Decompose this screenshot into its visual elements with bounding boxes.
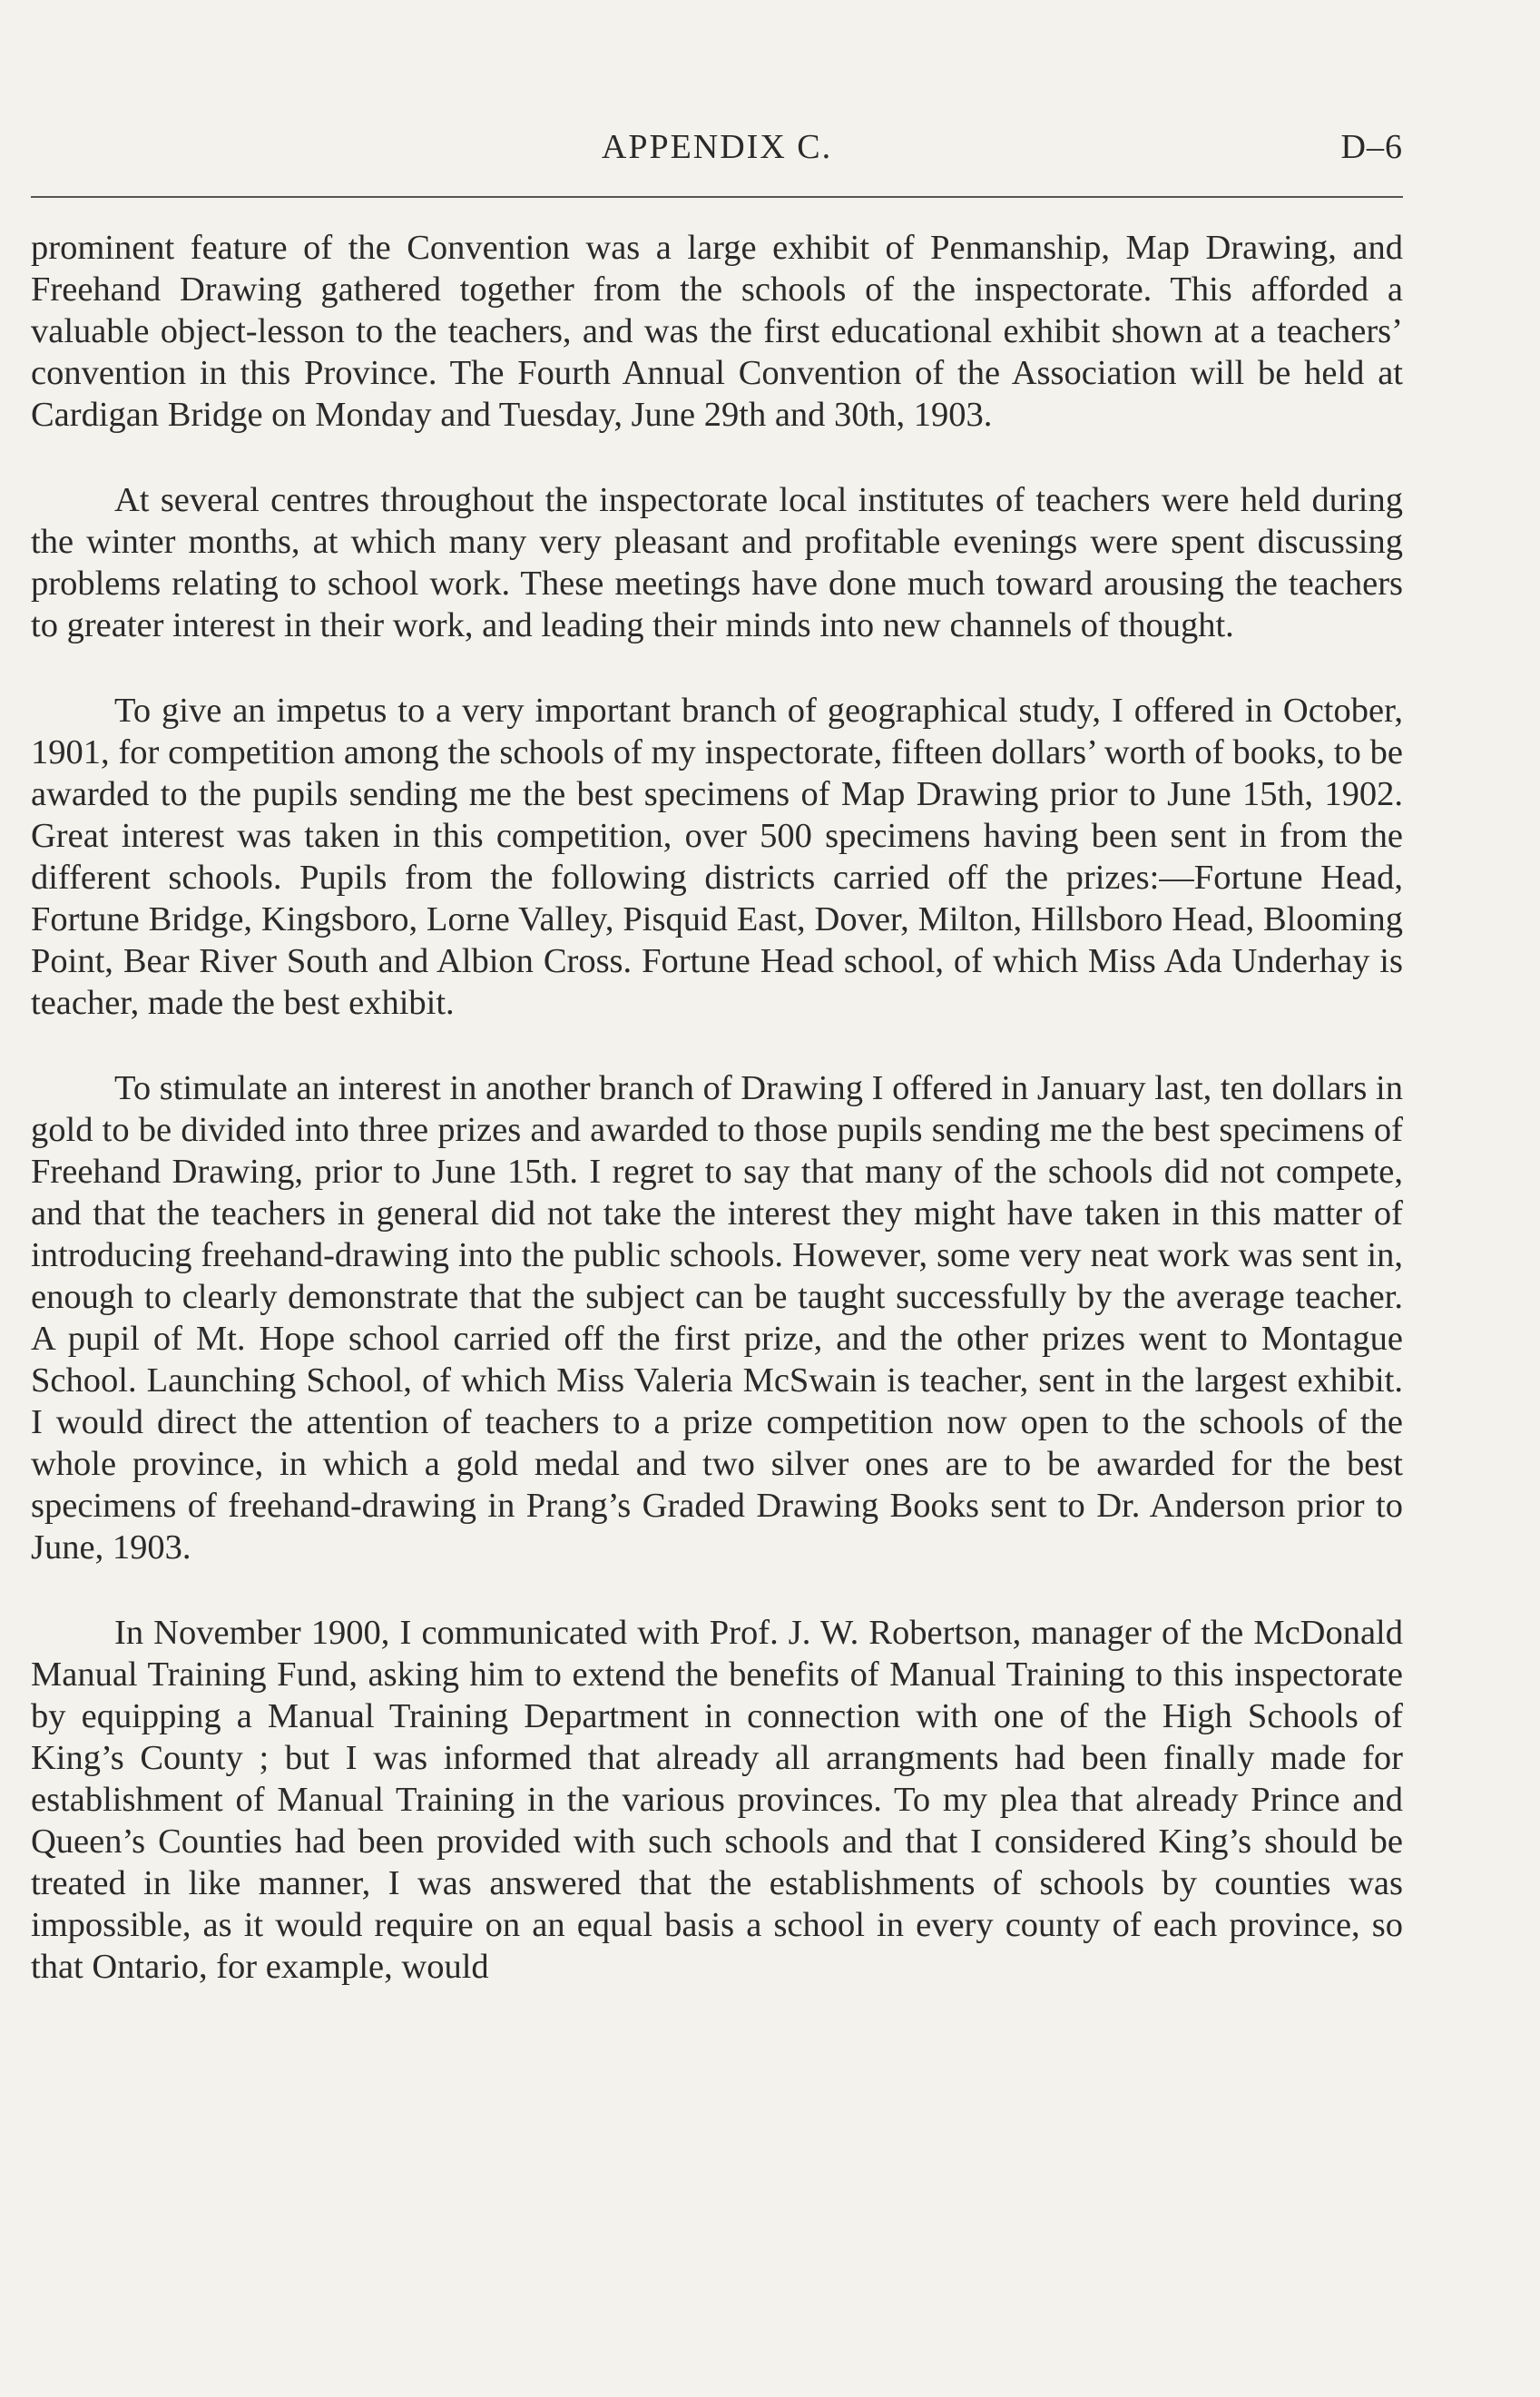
paragraph-map-drawing: To give an impetus to a very important branch of geographical study, I offered in October, 1901, for competition among the schools of my inspectorate, fifteen dollars’ worth of books, to be awarded to the pupils sending me the best specimens of Map Drawing prior to June 15th, 1902. Great interest was taken in this competition, over 500 specimens having been sent in from the different schools. Pupils from the following districts carried off the prizes:—Fortune Head, Fortune Bridge, Kingsboro, Lorne Valley, Pisquid East, Dover, Milton, Hillsboro Head, Blooming Point, Bear River South and Albion Cross. Fortune Head school, of which Miss Ada Underhay is teacher, made the best exhibit.	[31, 692, 1403, 1022]
paragraph-continuation: prominent feature of the Convention was a large exhibit of Penmanship, Map Drawing, and Freehand Drawing gathered together from the schools of the inspectorate. This afforded a valuable object-lesson to the teachers, and was the first educational exhibit shown at a teachers’ convention in this Province. The Fourth Annual Convention of the Association will be held at Cardigan Bridge on Monday and Tuesday, June 29th and 30th, 1903.	[31, 229, 1403, 434]
page-number: D–6	[1340, 128, 1403, 166]
paragraph-freehand-drawing: To stimulate an interest in another branch of Drawing I offered in January last, ten dollars in gold to be divided into three prizes and awarded to those pupils sending me the best specimens of Freehand Drawing, prior to June 15th. I regret to say that many of the schools did not compete, and that the teachers in general did not take the interest they might have taken in this matter of introducing freehand-drawing into the public schools. However, some very neat work was sent in, enough to clearly demonstrate that the subject can be taught successfully by the average teacher. A pupil of Mt. Hope school carried off the first prize, and the other prizes went to Montague School. Launching School, of which Miss Valeria McSwain is teacher, sent in the largest exhibit. I would direct the attention of teachers to a prize competition now open to the schools of the whole province, in which a gold medal and two silver ones are to be awarded for the best specimens of freehand-drawing in Prang’s Graded Drawing Books sent to Dr. Anderson prior to June, 1903.	[31, 1069, 1403, 1567]
header-rule	[31, 196, 1403, 198]
paragraph-institutes: At several centres throughout the inspectorate local institutes of teachers were held during the winter months, at which many very pleasant and profitable evenings were spent discussing problems relating to school work. These meetings have done much toward arousing the teachers to greater interest in their work, and leading their minds into new channels of thought.	[31, 481, 1403, 644]
paragraph-manual-training: In November 1900, I communicated with Prof. J. W. Robertson, manager of the McDonald Manual Training Fund, asking him to extend the benefits of Manual Training to this inspectorate by equipping a Manual Training Department in connection with one of the High Schools of King’s County ; but I was informed that already all arrangments had been finally made for establishment of Manual Training in the various provinces. To my plea that already Prince and Queen’s Counties had been provided with such schools and that I considered King’s should be treated in like manner, I was answered that the establishments of schools by counties was impossible, as it would require on an equal basis a school in every county of each province, so that Ontario, for example, would	[31, 1614, 1403, 1986]
body-text	[31, 227, 1403, 2031]
running-header	[31, 127, 1403, 182]
header-title: APPENDIX C.	[601, 128, 833, 166]
